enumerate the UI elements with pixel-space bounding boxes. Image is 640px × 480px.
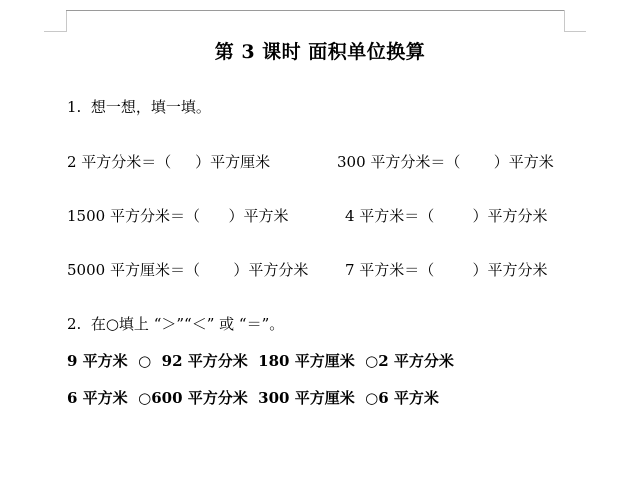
q2-row-1: 9 平方米 ○ 92 平方分米 180 平方厘米 ○2 平方分米 <box>67 352 454 370</box>
question-1-heading: 1. 想一想，填一填。 <box>67 98 211 116</box>
q1-row-2-right: 4 平方米＝（ ）平方分米 <box>345 207 548 225</box>
page-title: 第 3 课时 面积单位换算 <box>214 41 426 63</box>
crop-mark-top-right-vertical <box>564 10 565 32</box>
crop-mark-top-right-horizontal <box>564 31 586 32</box>
q2-row-2: 6 平方米 ○600 平方分米 300 平方厘米 ○6 平方米 <box>67 389 439 407</box>
q1-row-1-right: 300 平方分米＝（ ）平方米 <box>337 153 554 171</box>
q1-row-1-left: 2 平方分米＝（ ）平方厘米 <box>67 153 271 171</box>
q1-row-2-left: 1500 平方分米＝（ ）平方米 <box>67 207 289 225</box>
q1-row-3-right: 7 平方米＝（ ）平方分米 <box>345 261 548 279</box>
crop-mark-top-left-vertical <box>66 10 67 32</box>
crop-mark-top-left-horizontal <box>44 31 66 32</box>
page-top-border <box>66 10 564 11</box>
q1-row-3-left: 5000 平方厘米＝（ ）平方分米 <box>67 261 309 279</box>
question-2-heading: 2. 在○填上 “＞”“＜” 或 “＝”。 <box>67 315 285 333</box>
